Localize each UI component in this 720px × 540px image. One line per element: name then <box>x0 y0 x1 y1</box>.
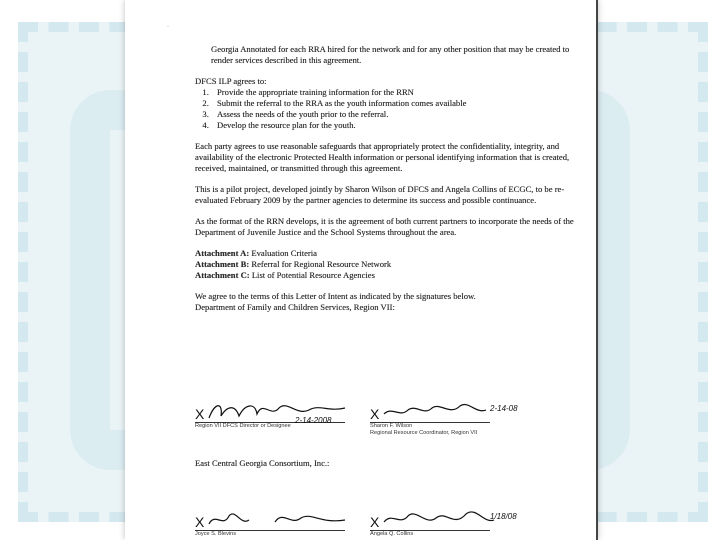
signature-x-mark: X <box>195 514 205 530</box>
list-item: 3. Assess the needs of the youth prior to the referral. <box>211 109 575 120</box>
list-item: 4. Develop the resource plan for the youth. <box>211 120 575 131</box>
pilot-paragraph: This is a pilot project, developed jointly by Sharon Wilson of DFCS and Angela Collins of ECGC, to be re-evaluated February 2009 by the partner agencies to determine its success and possible continuance. <box>195 184 565 205</box>
signature-x-mark: X <box>195 406 205 422</box>
document-body <box>195 44 575 313</box>
consortium-section <box>195 458 575 469</box>
format-paragraph: As the format of the RRN develops, it is the agreement of both current partners to incorporate the needs of the Department of Juvenile Justice and the School Systems throughout the area. <box>195 216 574 237</box>
signature-x-mark: X <box>370 406 380 422</box>
signature-x-mark: X <box>370 514 380 530</box>
signature-block-angela-collins <box>370 506 570 538</box>
attachment-b: Attachment B: Referral for Regional Resource Network <box>195 259 392 269</box>
signature-caption: Angela Q. Collins <box>370 531 414 537</box>
safeguards-paragraph: Each party agrees to use reasonable safeguards that appropriately protect the confidentiality, integrity, and availability of the electronic Protected Health information or personal identifying information that is created, received, maintained, or transmitted through this agreement. <box>195 141 570 173</box>
signature-date: 1/18/08 <box>490 512 517 521</box>
signature-caption: Region VII DFCS Director or Designee <box>195 423 291 429</box>
attachments-list <box>195 248 575 281</box>
handwritten-signature <box>205 398 355 422</box>
signature-date: 2-14-08 <box>490 404 518 413</box>
department-line: Department of Family and Children Services, Region VII: <box>195 302 395 312</box>
signature-block-joyce-blevins <box>195 506 395 538</box>
signature-caption: Sharon F. Wilson Regional Resource Coordinator, Region VII <box>370 423 478 436</box>
scan-mark: · <box>167 24 169 30</box>
attachment-c: Attachment C: List of Potential Resource Agencies <box>195 270 375 280</box>
agrees-list <box>195 87 575 131</box>
signature-block-sharon-wilson <box>370 398 570 437</box>
list-item: 2. Submit the referral to the RRA as the youth information comes available <box>211 98 575 109</box>
consortium-line: East Central Georgia Consortium, Inc.: <box>195 458 330 468</box>
signature-caption: Joyce S. Blevins <box>195 531 237 537</box>
agree-terms: We agree to the terms of this Letter of Intent as indicated by the signatures below. <box>195 291 476 301</box>
list-item: 1. Provide the appropriate training information for the RRN <box>211 87 575 98</box>
document-page <box>125 0 598 540</box>
signature-block-dfcs-director <box>195 398 395 430</box>
handwritten-signature <box>205 506 355 530</box>
intro-paragraph: Georgia Annotated for each RRA hired for the network and for any other position that may be created to render services described in this agreement. <box>211 44 570 65</box>
agrees-heading: DFCS ILP agrees to: <box>195 76 267 86</box>
signature-date: 2-14-2008 <box>295 416 332 425</box>
attachment-a: Attachment A: Evaluation Criteria <box>195 248 317 258</box>
